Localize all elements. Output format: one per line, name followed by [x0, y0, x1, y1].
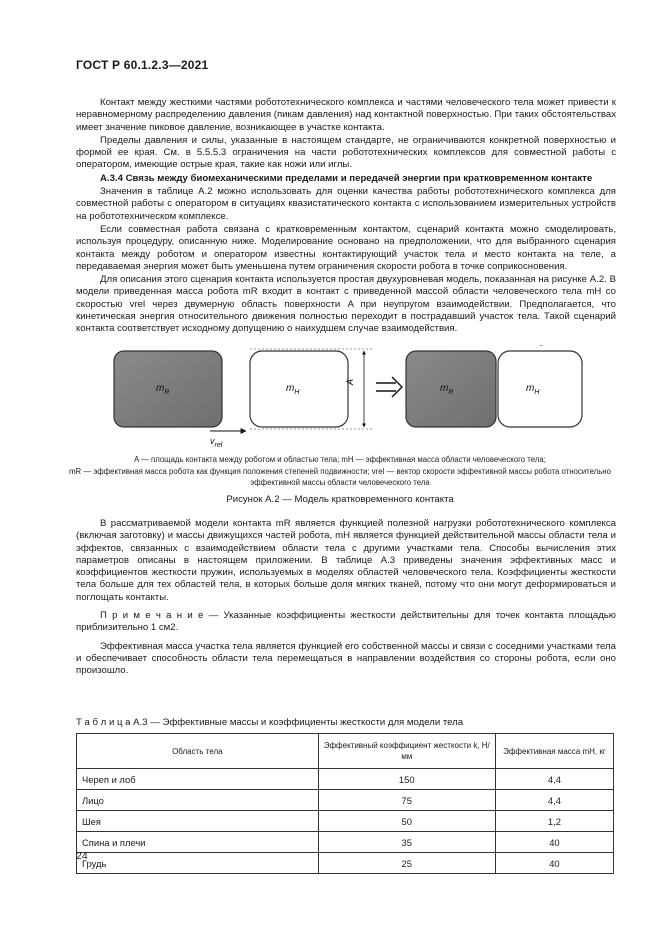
- note: П р и м е ч а н и е — Указанные коэффициенты жесткости действительны для точек контакта площадью приблизительно 1 см2.: [76, 610, 616, 634]
- paragraph: Контакт между жесткими частями робототехнического комплекса и частями человеческого тела может привести к неравномерному распределению давления (пикам давления) над контактной поверхностью. При таких обстоятельствах имеет значение пиковое давление, возникающее в участке контакта.: [76, 97, 616, 133]
- table-row: Череп и лоб 150 4,4: [77, 769, 614, 790]
- col-header: Область тела: [77, 734, 319, 769]
- table-row: Спина и плечи 35 40: [77, 832, 614, 853]
- body-text-bottom: [76, 518, 616, 679]
- paragraph: Пределы давления и силы, указанные в настоящем стандарте, не ограничиваются конкретной поверхностью и формой ее края. См. в 5.5.5.3 ограничения на части робототехнических комплексов для совместной работы с оператором, имеющие острые края, такие как ножи или иглы.: [76, 134, 616, 171]
- table-row: Шея 50 1,2: [77, 811, 614, 832]
- svg-text:mH: $m_H$: [526, 383, 540, 396]
- table-row: Грудь 25 40: [77, 853, 614, 874]
- area-label: A: [345, 378, 355, 385]
- stiffness-table: [76, 733, 614, 874]
- table-title: Т а б л и ц а А.3 — Эффективные массы и коэффициенты жесткости для модели тела: [76, 717, 464, 728]
- figure-legend-line1: A — площадь контакта между роботом и областью тела; mH — эффективная масса области человеческого тела;: [134, 455, 546, 464]
- figure-title: Рисунок А.2 — Модель кратковременного контакта: [226, 494, 454, 505]
- figure-legend-line2: mR — эффективная масса робота как функция положения степеней подвижности; vrel — вектор скорости эффективной массы робота относительно эффективной массы области человеческого тела: [69, 467, 611, 487]
- section-heading: А.3.4 Связь между биомеханическими пределами и передачей энергии при кратковременном контакте: [100, 172, 593, 184]
- col-header: Эффективный коэффициент жесткости k, Н/мм: [318, 734, 495, 769]
- paragraph: Эффективная масса участка тела является функцией его собственной массы и связи с соседними участками тела и обеспечивает способность области тела перемещаться в направлении воздействия со стороны робота, если оно произошло.: [76, 640, 616, 677]
- contact-model-figure: [110, 345, 590, 447]
- paragraph: Если совместная работа связана с кратковременным контактом, сценарий контакта можно смоделировать, используя процедуру, описанную ниже. Моделирование основано на предположении, что для выбранного сценария контакта между роботом и оператором известны контактирующий участок тела и место контакта на теле, а передаваемая энергия может быть уменьшена путем ограничения скорости робота в точке соприкосновения.: [76, 223, 616, 272]
- svg-text:mR: $m_R$: [440, 383, 454, 396]
- paragraph: Для описания этого сценария контакта используется простая двухуровневая модель, показанная на рисунке А.2. В модели приведенная масса робота mR входит в контакт с приведенной массой области человеческого тела mH со скоростью vrel через двумерную область поверхности A при неупругом взаимодействии. Предполагается, что кинетическая энергия относительного движения полностью переходит в пострадавший участок тела. Такой сценарий контакта соответствует исходному допущению о наихудшем случае взаимодействия.: [76, 274, 616, 335]
- body-text-top: [76, 97, 616, 337]
- velocity-label: $v_{rel}$: [210, 436, 223, 447]
- robot-mass-label: $m_R$: [156, 383, 170, 396]
- human-mass-block-after: [498, 351, 582, 427]
- paragraph: Значения в таблице А.2 можно использовать для оценки качества работы робототехнического комплекса для совместной работы с оператором в ситуациях квазистатического контакта с использованием измерительных устройств на робототехническом комплексе.: [76, 186, 616, 222]
- col-header: Эффективная масса mH, кг: [495, 734, 613, 769]
- page-number: 24: [76, 850, 88, 862]
- paragraph: В рассматриваемой модели контакта mR является функцией полезной нагрузки робототехнического комплекса (включая заготовку) и массы движущихся частей робота, mH является функцией действительной массы области тела и эффектов, связанных с взаимодействием области тела с другими участками тела. Способы вычисления этих параметров описаны в настоящем приложении. В таблице А.3 приведены значения эффективных масс и коэффициентов жесткости пружин, используемых в моделях областей человеческого тела. Коэффициенты жесткости тела больше для тех областей тела, в которых больше доля мягких тканей, потому что они могут деформироваться и поглощать контакты.: [76, 518, 616, 603]
- document-header: ГОСТ Р 60.1.2.3—2021: [76, 58, 209, 72]
- human-mass-label: $m_H$: [286, 383, 300, 396]
- table-row: Лицо 75 4,4: [77, 790, 614, 811]
- transition-arrow-icon: [376, 377, 402, 397]
